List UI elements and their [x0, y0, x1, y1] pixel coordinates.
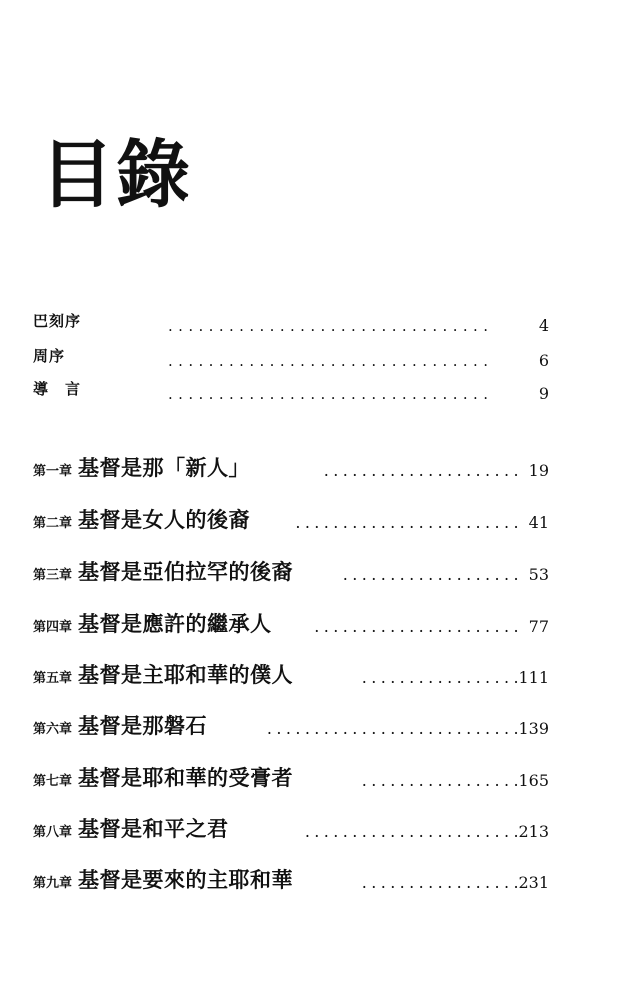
dot-leader: ........................ — [295, 513, 523, 532]
chapter-number: 第六章 — [33, 722, 73, 737]
toc-page-number: 111 — [518, 668, 549, 687]
chapter-number: 第七章 — [33, 774, 73, 789]
toc-entry-chapter-7[interactable] — [33, 762, 549, 792]
toc-entry-chapter-2[interactable] — [33, 504, 549, 534]
toc-entry-chapter-1[interactable] — [33, 452, 549, 482]
toc-chapter-heading — [33, 452, 250, 482]
toc-page-number: 41 — [528, 513, 549, 532]
toc-page-number: 139 — [518, 719, 549, 738]
dot-leader: ................. — [361, 771, 523, 790]
chapter-number: 第八章 — [33, 825, 73, 840]
dot-leader: ...................... — [314, 617, 523, 636]
dot-leader: ..................... — [323, 461, 523, 480]
toc-entry-preface-chou[interactable] — [33, 342, 549, 372]
toc-page-number: 165 — [518, 771, 549, 790]
chapter-title: 基督是那「新人」 — [78, 455, 251, 480]
chapter-number: 第三章 — [33, 568, 73, 583]
chapter-title: 基督是亞伯拉罕的後裔 — [78, 559, 294, 584]
toc-entry-introduction[interactable] — [33, 375, 549, 405]
dot-leader: ................... — [342, 565, 523, 584]
dot-leader: ................................ — [168, 385, 494, 403]
dot-leader: ........................... — [266, 719, 523, 738]
chapter-title: 基督是和平之君 — [78, 816, 229, 841]
toc-entry-chapter-9[interactable] — [33, 864, 549, 894]
toc-entry-chapter-4[interactable] — [33, 608, 549, 638]
toc-page-number: 53 — [528, 565, 549, 584]
chapter-number: 第四章 — [33, 620, 73, 635]
dot-leader: ................. — [361, 668, 523, 687]
toc-entry-label: 巴刻序 — [33, 312, 82, 330]
toc-chapter-heading — [33, 864, 293, 894]
toc-chapter-heading — [33, 813, 229, 843]
dot-leader: ....................... — [304, 822, 523, 841]
toc-entry-label: 周序 — [33, 347, 66, 365]
chapter-number: 第二章 — [33, 516, 73, 531]
chapter-number: 第九章 — [33, 876, 73, 891]
toc-chapter-heading — [33, 556, 293, 586]
toc-entry-preface-packer[interactable] — [33, 307, 549, 337]
toc-chapter-heading — [33, 762, 293, 792]
toc-page-number: 231 — [518, 873, 549, 892]
toc-entry-chapter-3[interactable] — [33, 556, 549, 586]
chapter-title: 基督是主耶和華的僕人 — [78, 662, 294, 687]
dot-leader: ................................ — [168, 317, 494, 335]
chapter-title: 基督是要來的主耶和華 — [78, 867, 294, 892]
toc-chapter-heading — [33, 504, 250, 534]
toc-page-number: 4 — [538, 316, 549, 335]
dot-leader: ................. — [361, 873, 523, 892]
toc-chapter-heading — [33, 659, 293, 689]
chapter-number: 第五章 — [33, 671, 73, 686]
toc-entry-chapter-6[interactable] — [33, 710, 549, 740]
toc-page-number: 77 — [528, 617, 549, 636]
toc-chapter-heading — [33, 608, 272, 638]
dot-leader: ................................ — [168, 352, 494, 370]
toc-entry-chapter-5[interactable] — [33, 659, 549, 689]
toc-page-number: 9 — [538, 384, 549, 403]
chapter-title: 基督是那磐石 — [78, 713, 208, 738]
toc-chapter-heading — [33, 710, 207, 740]
chapter-title: 基督是耶和華的受膏者 — [78, 765, 294, 790]
page-title: 目錄 — [40, 132, 192, 218]
toc-page-number: 213 — [518, 822, 549, 841]
toc-entry-label: 導 言 — [33, 380, 82, 398]
chapter-number: 第一章 — [33, 464, 73, 479]
toc-entry-chapter-8[interactable] — [33, 813, 549, 843]
toc-page-number: 19 — [528, 461, 549, 480]
chapter-title: 基督是女人的後裔 — [78, 507, 251, 532]
toc-page-number: 6 — [538, 351, 549, 370]
chapter-title: 基督是應許的繼承人 — [78, 611, 272, 636]
